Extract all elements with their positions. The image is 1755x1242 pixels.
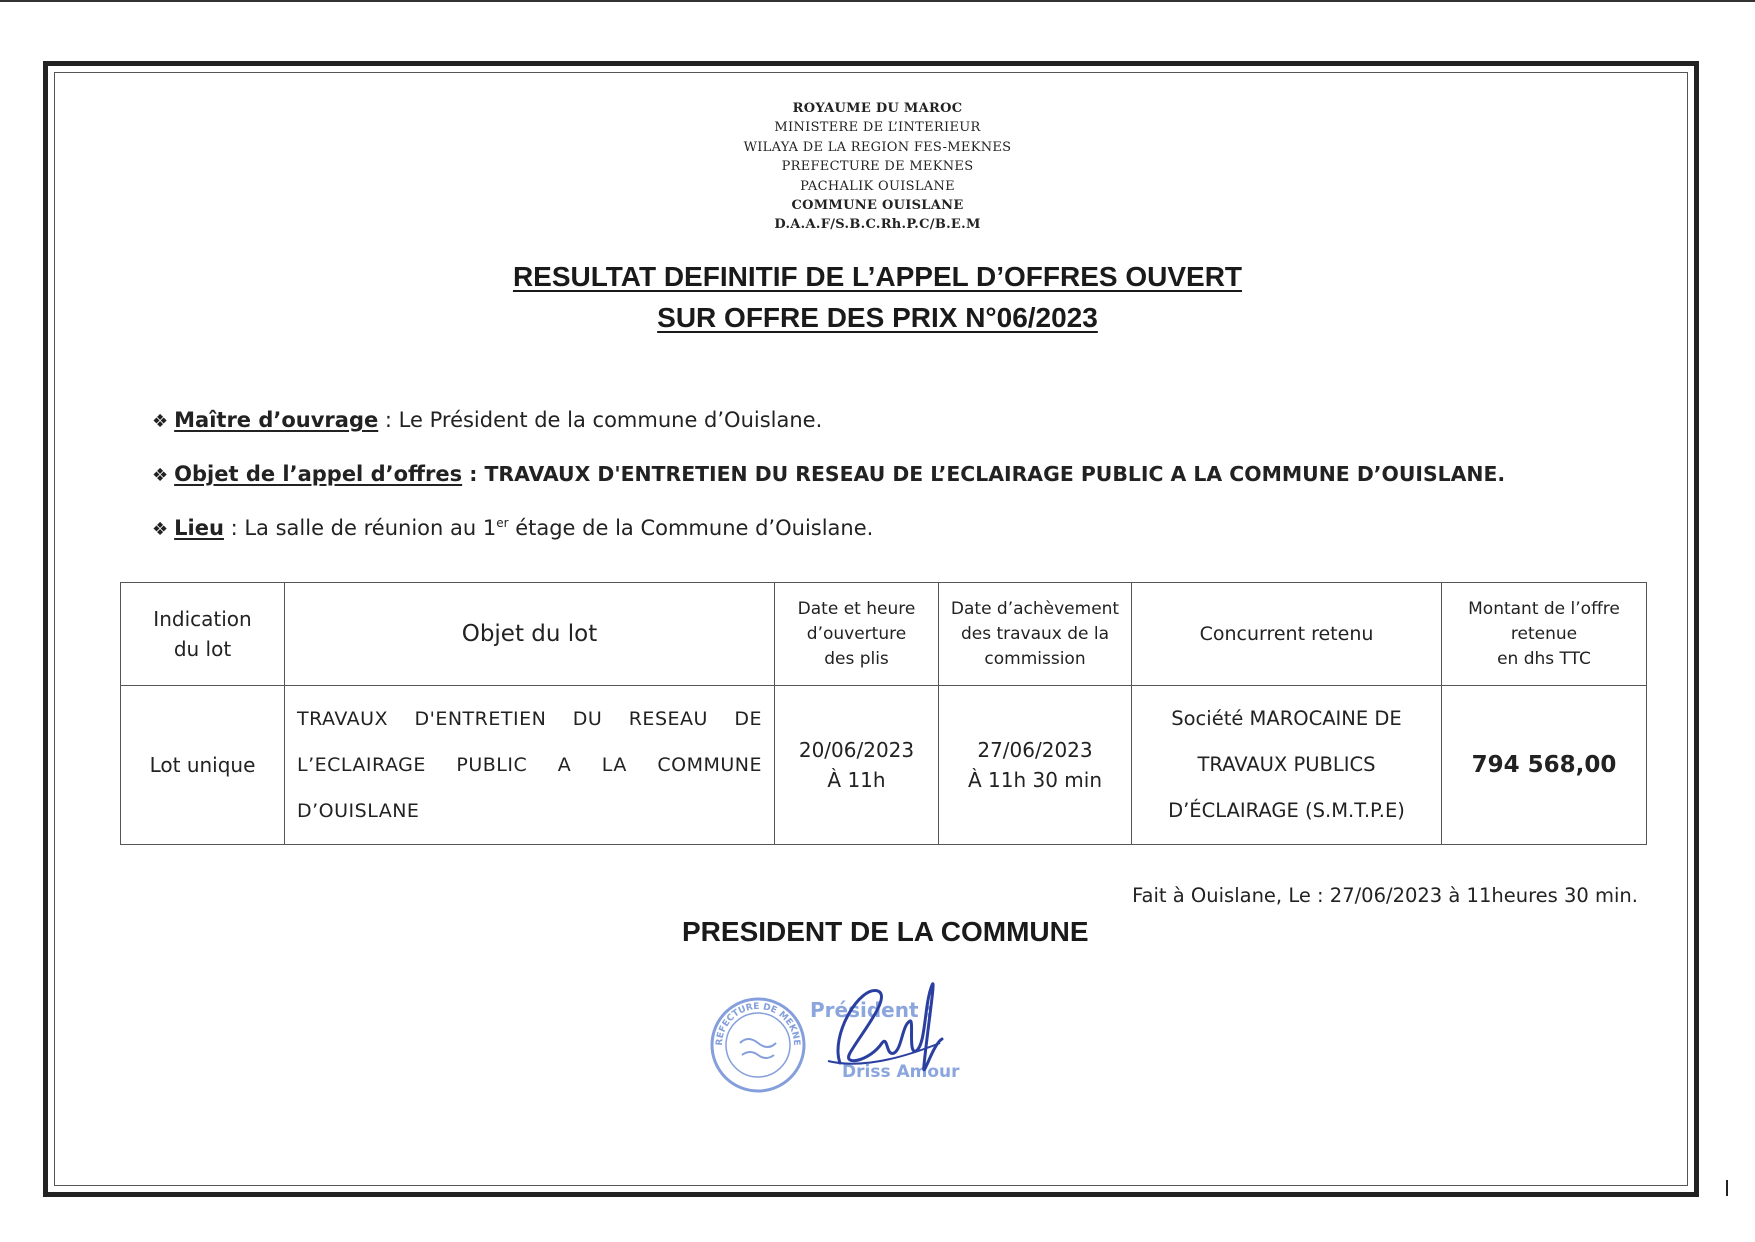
cell-objet — [285, 686, 775, 845]
cell-concurrent: Société MAROCAINE DE TRAVAUX PUBLICS D’ÉCLAIRAGE (S.M.T.P.E) — [1132, 686, 1442, 845]
diamond-bullet-icon: ❖ — [152, 411, 169, 432]
letterhead — [0, 99, 1755, 235]
name-stamp-line-1: Président : — [810, 998, 934, 1022]
cell-montant: 794 568,00 — [1442, 686, 1647, 845]
name-stamp-line-2: Driss Amour — [842, 1062, 960, 1082]
title-line-1: RESULTAT DEFINITIF DE L’APPEL D’OFFRES OUVERT — [512, 261, 1243, 292]
signature-icon — [828, 984, 942, 1070]
letterhead-line: PACHALIK OUISLANE — [800, 178, 955, 194]
detail-key: Lieu — [174, 516, 224, 540]
fait-line: Fait à Ouislane, Le : 27/06/2023 à 11heures 30 min. — [1132, 884, 1638, 907]
detail-sep: : — [462, 462, 485, 486]
header-date-ouverture: Date et heure d’ouverture des plis — [775, 583, 939, 686]
diamond-bullet-icon: ❖ — [152, 465, 169, 486]
seal-inner-ring — [726, 1013, 790, 1077]
document-title — [0, 256, 1755, 338]
results-table — [120, 582, 1647, 845]
header-montant: Montant de l’offre retenue en dhs TTC — [1442, 583, 1647, 686]
letterhead-line: COMMUNE OUISLANE — [791, 198, 964, 214]
top-border-line — [0, 0, 1755, 2]
cell-date-achevement: 27/06/2023 À 11h 30 min — [939, 686, 1132, 845]
detail-maitre — [152, 408, 1632, 462]
detail-lieu — [152, 516, 1632, 570]
header-date-achevement: Date d’achèvement des travaux de la commission — [939, 583, 1132, 686]
letterhead-line: WILAYA DE LA REGION FES-MEKNES — [743, 139, 1012, 155]
header-concurrent: Concurrent retenu — [1132, 583, 1442, 686]
detail-key: Objet de l’appel d’offres — [174, 462, 463, 486]
seal-inner-script — [742, 1052, 774, 1058]
details-list — [152, 408, 1632, 570]
table-row — [121, 686, 1647, 845]
cell-objet-line: L’ECLAIRAGE PUBLIC A LA COMMUNE — [297, 754, 762, 776]
seal-text: REFECTURE DE MEKNE — [714, 1001, 802, 1046]
letterhead-line: ROYAUME DU MAROC — [792, 101, 963, 116]
cell-date-ouverture: 20/06/2023 À 11h — [775, 686, 939, 845]
letterhead-line: MINISTERE DE L’INTERIEUR — [774, 120, 981, 136]
letterhead-line: PREFECTURE DE MEKNES — [781, 159, 974, 175]
stamp-svg — [710, 965, 1000, 1105]
president-title: PRESIDENT DE LA COMMUNE — [682, 916, 1089, 947]
detail-value: étage de la Commune d’Ouislane. — [508, 516, 874, 540]
edge-mark — [1726, 1180, 1728, 1196]
cell-objet-line: D’OUISLANE — [297, 800, 420, 822]
title-line-2: SUR OFFRE DES PRIX N°06/2023 — [657, 302, 1098, 333]
detail-value-sup: er — [496, 516, 509, 530]
detail-key: Maître d’ouvrage — [174, 408, 379, 432]
cell-objet-line: TRAVAUX D'ENTRETIEN DU RESEAU DE — [297, 708, 762, 730]
letterhead-line: D.A.A.F/S.B.C.Rh.P.C/B.E.M — [774, 217, 981, 233]
table-header-row — [121, 583, 1647, 686]
detail-sep: : — [223, 516, 245, 540]
signature-stroke — [838, 984, 942, 1070]
diamond-bullet-icon: ❖ — [152, 519, 169, 540]
stamp-and-signature — [710, 965, 1000, 1105]
header-objet: Objet du lot — [285, 583, 775, 686]
detail-value: Le Président de la commune d’Ouislane. — [398, 408, 823, 432]
seal-inner-script — [740, 1039, 776, 1047]
round-seal-icon — [710, 965, 804, 1091]
detail-objet — [152, 462, 1632, 516]
detail-value: TRAVAUX D'ENTRETIEN DU RESEAU DE L’ECLAIRAGE PUBLIC A LA COMMUNE D’OUISLANE. — [484, 462, 1506, 486]
detail-sep: : — [378, 408, 399, 432]
cell-indication: Lot unique — [121, 686, 285, 845]
header-indication: Indication du lot — [121, 583, 285, 686]
detail-value: La salle de réunion au 1 — [244, 516, 497, 540]
